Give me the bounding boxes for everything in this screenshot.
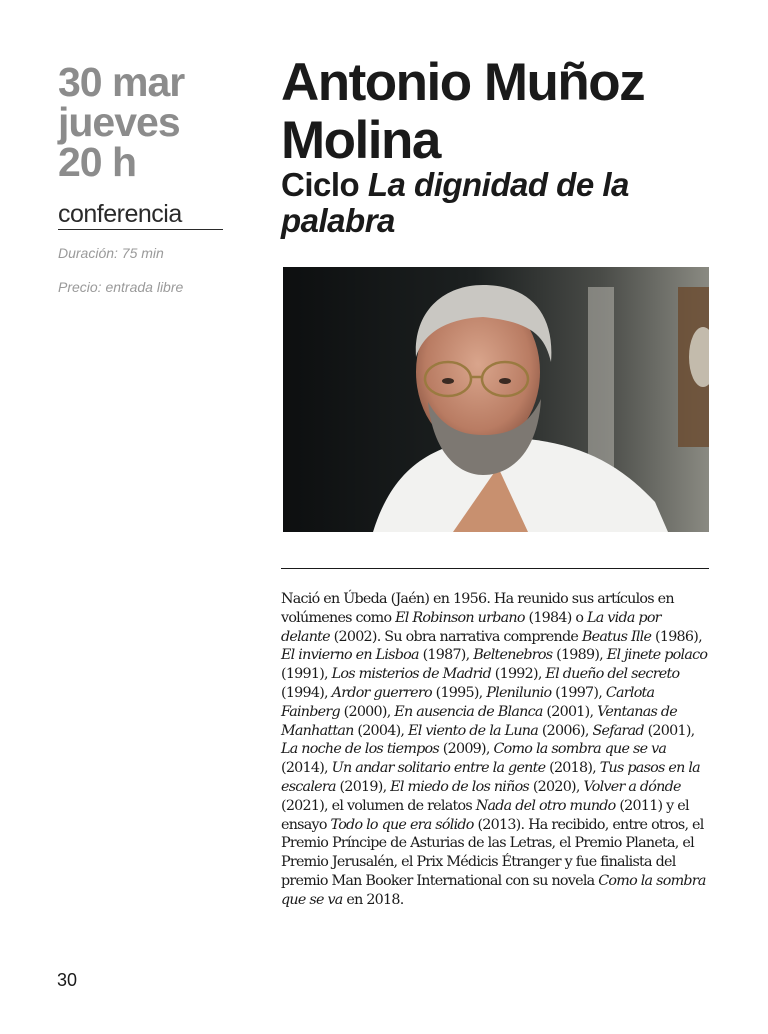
event-duration: Duración: 75 min xyxy=(58,245,164,261)
bio-work-title: Todo lo que era sólido xyxy=(330,816,474,833)
divider xyxy=(281,568,709,569)
event-date-block xyxy=(58,59,228,185)
bio-work-title: Sefarad xyxy=(592,722,644,739)
bio-work-title: Como la sombra que se va xyxy=(281,872,706,908)
bio-text: (2006), xyxy=(538,722,593,739)
bio-work-title: Ardor guerrero xyxy=(331,684,432,701)
event-weekday: jueves xyxy=(58,99,180,145)
cycle-prefix: Ciclo xyxy=(281,166,360,203)
bio-work-title: Carlota Fainberg xyxy=(281,684,655,720)
bio-text: en 2018. xyxy=(342,891,404,908)
event-type: conferencia xyxy=(58,199,223,230)
bio-text: (1986), xyxy=(651,628,702,645)
bio-text: (1991), xyxy=(281,666,332,683)
bio-text: (2018), xyxy=(545,760,600,777)
bio-text: (1992), xyxy=(490,666,546,683)
bio-text: (1989), xyxy=(552,647,607,664)
event-date: 30 mar xyxy=(58,59,185,105)
bio-work-title: El dueño del secreto xyxy=(545,666,680,683)
portrait-image xyxy=(283,267,709,532)
bio-text: (2004), xyxy=(353,722,409,739)
bio-work-title: Tus pasos en la escalera xyxy=(281,760,700,795)
event-time: 20 h xyxy=(58,139,137,185)
bio-work-title: Un andar solitario entre la gente xyxy=(331,760,546,777)
bio-work-title: El viento de la Luna xyxy=(408,722,539,739)
bio-work-title: Beltenebros xyxy=(473,647,553,664)
bio-work-title: Nada del otro mundo xyxy=(475,797,616,814)
bio-text: (1994), xyxy=(281,684,332,701)
bio-work-title: En ausencia de Blanca xyxy=(394,703,543,720)
bio-text: (2021), el volumen de relatos xyxy=(281,797,476,814)
page-number: 30 xyxy=(57,970,78,990)
speaker-name: Antonio Muñoz Molina xyxy=(281,53,645,170)
bio-text: (2011) y el ensayo xyxy=(281,797,689,833)
bio-text: (2009), xyxy=(439,741,494,758)
cycle-title xyxy=(281,167,721,239)
bio-text: (1984) o xyxy=(524,609,587,626)
event-price: Precio: entrada libre xyxy=(58,279,184,295)
bio-work-title: El Robinson urbano xyxy=(395,609,525,626)
bio-work-title: Ventanas de Manhattan xyxy=(281,703,677,739)
bio-text: (1987), xyxy=(418,647,474,664)
bio-text: (2001), xyxy=(643,722,695,739)
bio-text: (2013). Ha recibido, entre otros, el Premio Príncipe de Asturias de las Letras, el Premio Planeta, el Premio Jerusalén, el Prix Médicis Étranger y fue finalista del premio Man Booker International con su novela xyxy=(281,816,704,889)
bio-work-title: Los misterios de Madrid xyxy=(331,666,491,683)
bio-text: (1995), xyxy=(431,684,487,701)
bio-work-title: El invierno en Lisboa xyxy=(281,647,419,664)
bio-work-title: Beatus Ille xyxy=(581,628,652,645)
bio-work-title: La noche de los tiempos xyxy=(281,741,439,758)
speaker-bio xyxy=(281,590,711,910)
bio-text: (2001), xyxy=(542,703,598,720)
bio-text: (2020), xyxy=(529,778,584,795)
bio-text: (2019), xyxy=(335,778,391,795)
bio-text: (2000), xyxy=(339,703,395,720)
bio-work-title: Como la sombra que se va xyxy=(493,741,667,758)
bio-work-title: El miedo de los niños xyxy=(390,778,530,795)
cycle-name: La dignidad de la palabra xyxy=(281,166,629,239)
bio-text: (2014), xyxy=(281,760,332,777)
bio-work-title: La vida por delante xyxy=(281,609,661,645)
bio-text: (1997), xyxy=(551,684,606,701)
bio-work-title: Plenilunio xyxy=(486,684,552,701)
bio-work-title: El jinete polaco xyxy=(606,647,708,664)
speaker-photo xyxy=(283,267,709,532)
bio-text: (2002). Su obra narrativa comprende xyxy=(329,628,582,645)
bio-work-title: Volver a dónde xyxy=(583,778,681,795)
bio-text: Nació en Úbeda (Jaén) en 1956. Ha reunido sus artículos en volúmenes como xyxy=(281,591,674,626)
